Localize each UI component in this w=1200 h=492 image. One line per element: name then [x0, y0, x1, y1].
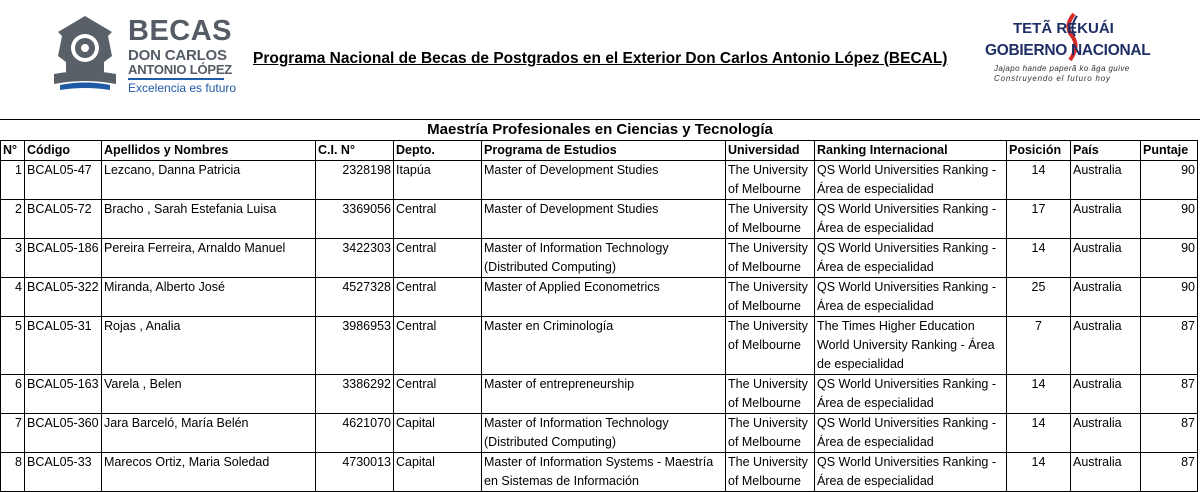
cell-codigo: BCAL05-33	[25, 453, 102, 492]
cell-universidad: The University of Melbourne	[726, 414, 815, 453]
cell-ranking: QS World Universities Ranking - Área de especialidad	[815, 200, 1007, 239]
cell-programa: Master of Information Technology (Distributed Computing)	[482, 414, 726, 453]
cell-n: 1	[1, 161, 25, 200]
cell-codigo: BCAL05-31	[25, 317, 102, 375]
cell-posicion: 14	[1007, 414, 1071, 453]
cell-universidad: The University of Melbourne	[726, 161, 815, 200]
cell-ranking: The Times Higher Education World University Ranking - Área de especialidad	[815, 317, 1007, 375]
table-row	[1, 278, 1198, 317]
becas-logo-tagline: Excelencia es futuro	[128, 81, 237, 95]
cell-nombre: Pereira Ferreira, Arnaldo Manuel	[102, 239, 316, 278]
cell-puntaje: 90	[1141, 239, 1198, 278]
cell-depto: Central	[394, 375, 482, 414]
cell-pais: Australia	[1071, 239, 1141, 278]
cell-codigo: BCAL05-186	[25, 239, 102, 278]
col-header-posicion: Posición	[1007, 141, 1071, 161]
cell-ci: 3422303	[316, 239, 394, 278]
cell-posicion: 25	[1007, 278, 1071, 317]
cell-universidad: The University of Melbourne	[726, 239, 815, 278]
cell-n: 3	[1, 239, 25, 278]
gov-logo-line1: TETÃ REKUÁI	[1013, 20, 1114, 37]
cell-universidad: The University of Melbourne	[726, 453, 815, 492]
cell-posicion: 14	[1007, 375, 1071, 414]
col-header-codigo: Código	[25, 141, 102, 161]
cell-nombre: Bracho , Sarah Estefania Luisa	[102, 200, 316, 239]
cell-universidad: The University of Melbourne	[726, 375, 815, 414]
cell-ci: 3386292	[316, 375, 394, 414]
cell-codigo: BCAL05-72	[25, 200, 102, 239]
gov-logo-line3: Jajapo hande paperã ko ãga guive	[994, 64, 1130, 73]
cell-universidad: The University of Melbourne	[726, 278, 815, 317]
cell-nombre: Miranda, Alberto José	[102, 278, 316, 317]
cell-ci: 4621070	[316, 414, 394, 453]
cell-pais: Australia	[1071, 278, 1141, 317]
col-header-nombre: Apellidos y Nombres	[102, 141, 316, 161]
cell-n: 2	[1, 200, 25, 239]
cell-ci: 3986953	[316, 317, 394, 375]
table-row	[1, 317, 1198, 375]
cell-pais: Australia	[1071, 414, 1141, 453]
becas-logo-divider	[128, 78, 224, 80]
cell-nombre: Rojas , Analia	[102, 317, 316, 375]
cell-programa: Master of Development Studies	[482, 161, 726, 200]
col-header-depto: Depto.	[394, 141, 482, 161]
cell-depto: Central	[394, 278, 482, 317]
col-header-universidad: Universidad	[726, 141, 815, 161]
cell-nombre: Varela , Belen	[102, 375, 316, 414]
cell-programa: Master of entrepreneurship	[482, 375, 726, 414]
cell-ranking: QS World Universities Ranking - Área de especialidad	[815, 278, 1007, 317]
cell-posicion: 14	[1007, 453, 1071, 492]
cell-posicion: 14	[1007, 239, 1071, 278]
col-header-puntaje: Puntaje	[1141, 141, 1198, 161]
scholarship-table	[0, 140, 1198, 492]
cell-n: 8	[1, 453, 25, 492]
cell-puntaje: 87	[1141, 453, 1198, 492]
cell-pais: Australia	[1071, 317, 1141, 375]
cell-pais: Australia	[1071, 375, 1141, 414]
cell-codigo: BCAL05-360	[25, 414, 102, 453]
cell-nombre: Lezcano, Danna Patricia	[102, 161, 316, 200]
table-row	[1, 200, 1198, 239]
table-header-row	[1, 141, 1198, 161]
cell-pais: Australia	[1071, 161, 1141, 200]
col-header-programa: Programa de Estudios	[482, 141, 726, 161]
cell-n: 6	[1, 375, 25, 414]
table-row	[1, 375, 1198, 414]
cell-codigo: BCAL05-322	[25, 278, 102, 317]
table-row	[1, 453, 1198, 492]
cell-ranking: QS World Universities Ranking - Área de especialidad	[815, 453, 1007, 492]
col-header-n: N°	[1, 141, 25, 161]
cell-codigo: BCAL05-47	[25, 161, 102, 200]
cell-ci: 4730013	[316, 453, 394, 492]
cell-n: 5	[1, 317, 25, 375]
cell-pais: Australia	[1071, 200, 1141, 239]
cell-ci: 2328198	[316, 161, 394, 200]
page-header	[0, 0, 1200, 118]
cell-ranking: QS World Universities Ranking - Área de especialidad	[815, 161, 1007, 200]
cell-universidad: The University of Melbourne	[726, 200, 815, 239]
cell-depto: Capital	[394, 414, 482, 453]
cell-nombre: Jara Barceló, María Belén	[102, 414, 316, 453]
cell-programa: Master of Information Systems - Maestría en Sistemas de Información	[482, 453, 726, 492]
table-row	[1, 414, 1198, 453]
table-row	[1, 239, 1198, 278]
cell-programa: Master of Development Studies	[482, 200, 726, 239]
cell-depto: Capital	[394, 453, 482, 492]
col-header-ranking: Ranking Internacional	[815, 141, 1007, 161]
cell-ranking: QS World Universities Ranking - Área de especialidad	[815, 239, 1007, 278]
gobierno-nacional-logo	[980, 12, 1150, 92]
cell-posicion: 14	[1007, 161, 1071, 200]
cell-puntaje: 87	[1141, 375, 1198, 414]
cell-pais: Australia	[1071, 453, 1141, 492]
cell-ci: 4527328	[316, 278, 394, 317]
cell-puntaje: 90	[1141, 161, 1198, 200]
cell-depto: Itapúa	[394, 161, 482, 200]
gov-logo-line4: Construyendo el futuro hoy	[994, 74, 1111, 83]
cell-ranking: QS World Universities Ranking - Área de especialidad	[815, 375, 1007, 414]
cell-puntaje: 87	[1141, 317, 1198, 375]
becas-logo-word: BECAS	[128, 15, 233, 47]
cell-puntaje: 90	[1141, 200, 1198, 239]
table-title: Maestría Profesionales en Ciencias y Tecnología	[0, 119, 1200, 140]
cell-posicion: 17	[1007, 200, 1071, 239]
col-header-pais: País	[1071, 141, 1141, 161]
col-header-ci: C.I. N°	[316, 141, 394, 161]
cell-depto: Central	[394, 200, 482, 239]
cell-depto: Central	[394, 239, 482, 278]
cell-codigo: BCAL05-163	[25, 375, 102, 414]
cell-posicion: 7	[1007, 317, 1071, 375]
table-row	[1, 161, 1198, 200]
cell-ci: 3369056	[316, 200, 394, 239]
cell-depto: Central	[394, 317, 482, 375]
cell-ranking: QS World Universities Ranking - Área de especialidad	[815, 414, 1007, 453]
cell-programa: Master en Criminología	[482, 317, 726, 375]
gov-logo-line2: GOBIERNO NACIONAL	[985, 42, 1151, 59]
cell-programa: Master of Applied Econometrics	[482, 278, 726, 317]
cell-universidad: The University of Melbourne	[726, 317, 815, 375]
becas-emblem-icon	[50, 14, 120, 94]
becas-logo	[50, 14, 240, 94]
cell-nombre: Marecos Ortiz, Maria Soledad	[102, 453, 316, 492]
program-title: Programa Nacional de Becas de Postgrados en el Exterior Don Carlos Antonio López (BECAL)	[253, 50, 948, 67]
cell-programa: Master of Information Technology (Distributed Computing)	[482, 239, 726, 278]
cell-puntaje: 87	[1141, 414, 1198, 453]
cell-n: 7	[1, 414, 25, 453]
becas-logo-sub2: ANTONIO LÓPEZ	[128, 62, 233, 77]
cell-puntaje: 90	[1141, 278, 1198, 317]
cell-n: 4	[1, 278, 25, 317]
becas-logo-sub1: DON CARLOS	[128, 47, 227, 64]
